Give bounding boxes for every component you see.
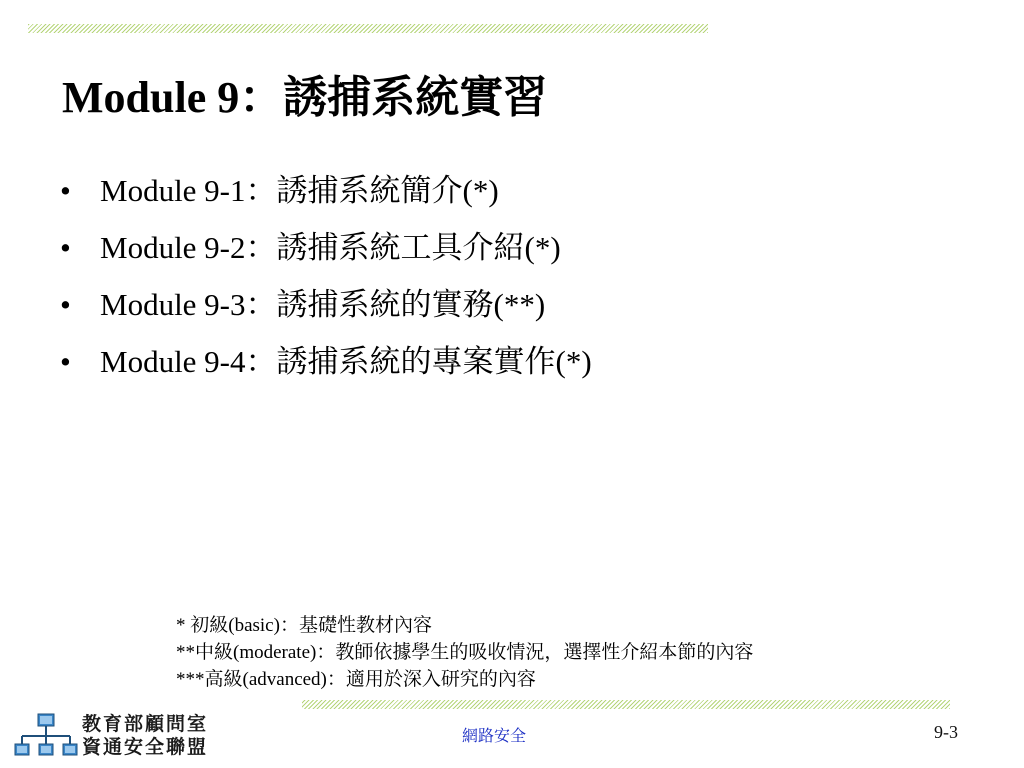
legend-advanced: ***高級(advanced)：適用於深入研究的內容 [176, 669, 536, 690]
module-9-3-label: Module 9-3：誘捕系統的實務(**) [100, 287, 546, 322]
bullet-icon: • [60, 230, 71, 265]
footer-course-title: 網路安全 [462, 728, 527, 745]
organization-name [82, 713, 208, 759]
network-tree-icon [14, 712, 78, 760]
module-9-2-label: Module 9-2：誘捕系統工具介紹(*) [100, 230, 561, 265]
slide-title: Module 9：誘捕系統實習 [62, 73, 548, 122]
list-item [60, 162, 592, 219]
bullet-icon: • [60, 287, 71, 322]
level-legend [176, 612, 753, 693]
legend-moderate: **中級(moderate)：教師依據學生的吸收情況，選擇性介紹本節的內容 [176, 642, 754, 663]
org-line-1: 教育部顧問室 [82, 713, 209, 735]
bottom-hatched-band [302, 700, 950, 709]
module-9-1-label: Module 9-1：誘捕系統簡介(*) [100, 173, 499, 208]
bullet-icon: • [60, 173, 71, 208]
page-number: 9-3 [934, 722, 958, 742]
module-list [60, 162, 592, 390]
list-item [60, 219, 592, 276]
bullet-icon: • [60, 344, 71, 379]
org-line-2: 資通安全聯盟 [82, 736, 209, 758]
legend-basic: * 初級(basic)：基礎性教材內容 [176, 615, 432, 636]
list-item [60, 333, 592, 390]
module-9-4-label: Module 9-4：誘捕系統的專案實作(*) [100, 344, 592, 379]
top-hatched-band [28, 24, 708, 33]
list-item [60, 276, 592, 333]
